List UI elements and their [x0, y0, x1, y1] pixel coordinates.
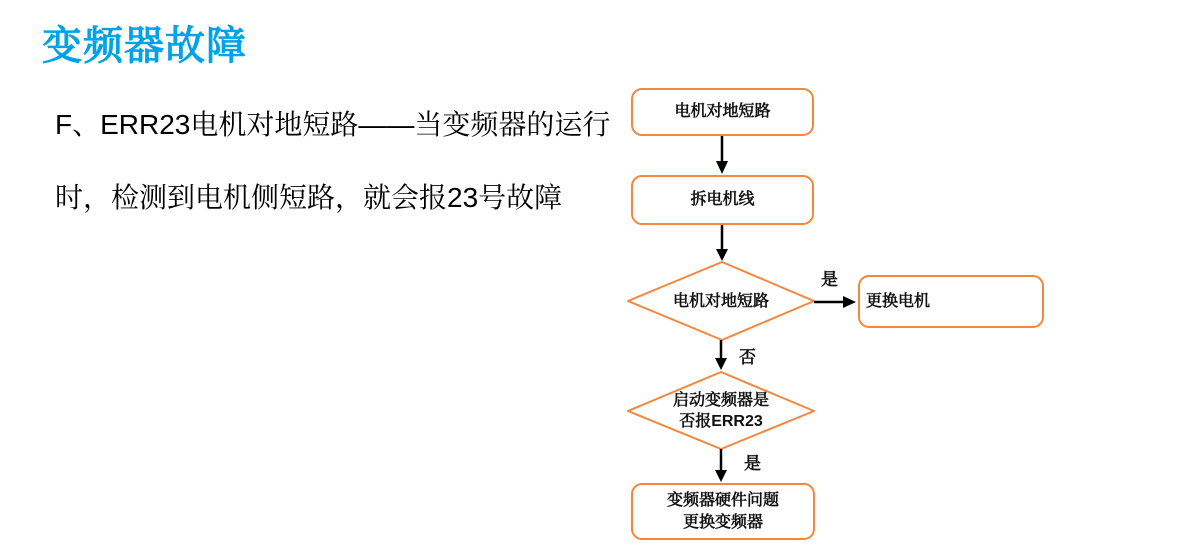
flow-node-replace-inverter-line2: 更换变频器 [682, 513, 763, 531]
arrow-yes2-head-icon [715, 470, 727, 482]
arrow-yes1-head-icon [843, 296, 856, 308]
flow-node-replace-motor [858, 275, 1044, 328]
flow-node-start-label: 电机对地短路 [674, 103, 771, 120]
decision-err23-line1: 启动变频器是 [672, 392, 769, 409]
decision-short-circuit-label [640, 290, 802, 312]
flow-node-remove-wire [631, 175, 814, 225]
flow-node-replace-motor-label: 更换电机 [866, 292, 931, 310]
flow-node-replace-inverter [631, 483, 815, 540]
edge-label-no-1: 否 [739, 348, 756, 367]
description-line-1: F、ERR23电机对地短路——当变频器的运行 [55, 109, 611, 140]
flow-node-remove-wire-label: 拆电机线 [690, 191, 755, 208]
arrow-remove-to-decision1-head-icon [716, 249, 728, 261]
arrow-start-to-remove-head-icon [716, 161, 728, 174]
decision-err23-label [640, 390, 802, 432]
decision-short-circuit-text: 电机对地短路 [672, 292, 769, 310]
edge-label-yes-2: 是 [744, 454, 761, 473]
arrow-no1-head-icon [715, 358, 727, 370]
flow-node-start [631, 88, 814, 136]
page-title: 变频器故障 [42, 24, 247, 68]
decision-err23-line2: 否报ERR23 [679, 413, 763, 430]
flow-node-replace-inverter-line1: 变频器硬件问题 [666, 491, 779, 509]
description-line-2: 时，检测到电机侧短路，就会报23号故障 [55, 182, 563, 213]
edge-label-yes-1: 是 [821, 270, 838, 289]
